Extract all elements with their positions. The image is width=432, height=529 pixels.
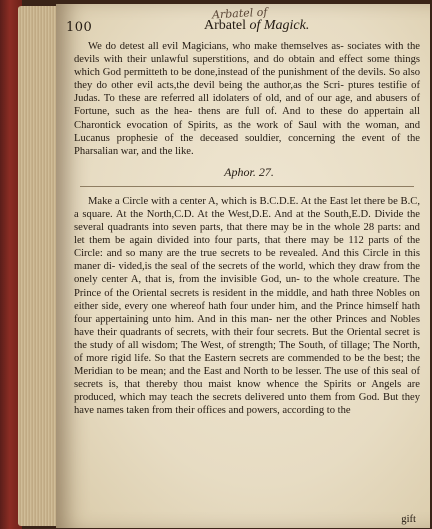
text-line: and do obtain and effect some things which God permitteth	[74, 54, 420, 79]
text-line: himself hath four appertaining unto him. And in this man-	[74, 300, 420, 325]
text-line: secrets are commended to be the best; the Meridian to be	[74, 352, 421, 378]
text-line: We do detest all evil Magicians, who make themselves as-	[88, 41, 344, 52]
text-line: from the onely center A, that is, from the invisible God, un-	[74, 261, 420, 286]
text-line: sociates with the devils with their unlawful superstitions,	[74, 41, 420, 66]
text-line: to be done,instead of the punishment of the devils. So also	[170, 67, 420, 79]
text-line: study of all wisdom; The West, of strength; The South, of	[90, 339, 338, 351]
text-line: the event of the Pharsalian war, and the like.	[74, 132, 421, 157]
text-line: Make a Circle with a center A, which is B.C.D.E. At	[88, 195, 312, 207]
book-page	[56, 4, 430, 528]
text-line: they do other evil acts,the devil being the author,as the Scri-	[74, 80, 344, 92]
text-line: this seal of secrets is, that thereby thou maist know whence	[74, 366, 421, 391]
text-line: old, and of our age, and abusers of Fortune, such as the hea-	[74, 93, 420, 118]
text-line: the Spirits or Angels are produced, which may teach the	[74, 379, 421, 404]
text-line: secrets, with their four secrets. But the Oriental secret is the	[74, 326, 420, 351]
text-line: ptures testifie of Judas. To these are referred all idolaters of	[74, 80, 420, 105]
text-line: side, every one whereof hath four under him, and the Prince	[101, 300, 364, 312]
text-line: to the whole creature. The Prince of the Oriental secrets	[74, 274, 420, 299]
text-line: quadrants into seven parts, that there may be in the whole	[107, 222, 361, 234]
text-line: mean; and the East and North to be lesser. The use of	[140, 366, 371, 378]
handwritten-annotation: Arbatel of	[211, 5, 268, 22]
text-line: names taken from their offices and powers, according to the	[96, 405, 351, 417]
aphorism-heading: Aphor. 27.	[224, 164, 274, 179]
paragraph-2	[74, 195, 420, 418]
section-divider	[80, 186, 414, 187]
catchword: gift	[401, 514, 416, 525]
text-line: tillage; The North, of more rigid life. So that the Eastern	[74, 339, 420, 364]
text-line: true secrets to be revealed. And this Circle in this maner di-	[74, 248, 420, 273]
text-line: 28 parts: and let them be again divided into four parts, that	[74, 222, 420, 247]
text-line: secrets delivered unto them from God. But they have	[74, 392, 420, 417]
text-line: evocation of Spirits, as the work of Saul with the woman,	[126, 119, 400, 131]
paragraph-1	[74, 40, 420, 158]
text-line: there may be 112 parts of the Circle: and so many are the	[74, 235, 420, 260]
text-line: the East let there be B.C, a square. At the North,C.D. At	[74, 195, 420, 220]
running-head	[204, 18, 309, 34]
text-line: thens are full of. And to these do appertain all Charontick	[74, 106, 420, 131]
text-line: is resident in the middle, and hath three Nobles on either	[74, 287, 420, 312]
page-body	[74, 40, 420, 417]
text-line: vided,is the seal of the secrets of the world, which they draw	[118, 261, 381, 273]
text-line: and Lucanus prophesie of the deceased souldier, concerning	[74, 119, 420, 144]
text-line: the West,D.E. And at the South,E.D. Divide the several	[74, 208, 420, 234]
running-head-title: Arbatel	[204, 18, 246, 33]
page-header	[56, 18, 430, 38]
page-number: 100	[66, 20, 93, 35]
text-line: ner the other Princes and Nobles have their quadrants of	[74, 313, 420, 338]
running-head-rest: of Magick.	[249, 18, 310, 33]
